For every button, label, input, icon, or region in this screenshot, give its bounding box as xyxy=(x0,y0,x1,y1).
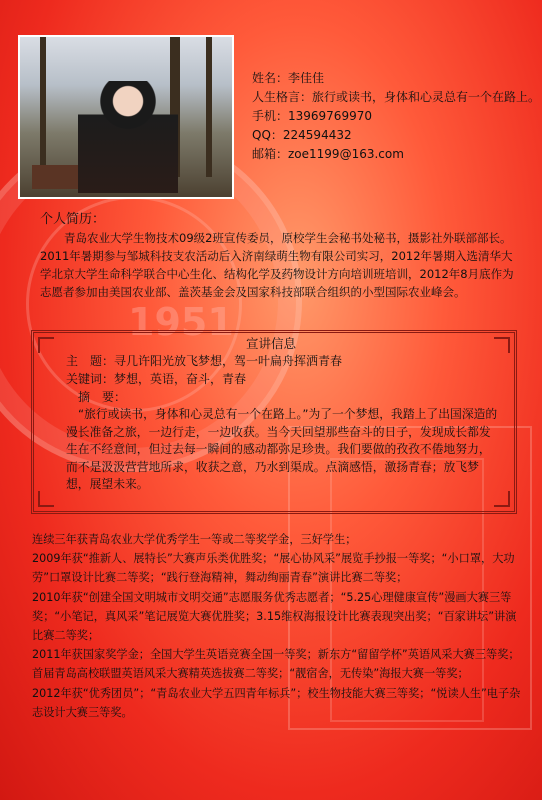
phone-line: 手机：13969769970 xyxy=(252,109,372,123)
award-item: 连续三年获青岛农业大学优秀学生一等或二等奖学金，三好学生； xyxy=(32,533,357,546)
award-item: 2011年获国家奖学金；全国大学生英语竞赛全国一等奖；新东方“留留学杯”英语风采大赛三等奖；首届青岛高校联盟英语风采大赛精英选拔赛二等奖；“靓宿舍，无传染”海报大赛一等奖； xyxy=(32,648,520,681)
bio-title: 个人简历： xyxy=(40,212,106,227)
lecture-topic xyxy=(66,352,506,406)
lecture-title: 宣讲信息 xyxy=(245,336,296,351)
award-item: 2012年获“优秀团员”；“青岛农业大学五四青年标兵”；校生物技能大赛三等奖；“悦读人生”电子杂志设计大赛三等奖。 xyxy=(32,686,521,719)
person-figure xyxy=(78,81,178,193)
qq-line: QQ：224594432 xyxy=(252,128,352,142)
lecture-abstract: “旅行或读书，身体和心灵总有一个在路上。”为了一个梦想，我踏上了出国深造的漫长准备之旅，一边行走，一边收获。当今天回望那些奋斗的日子，发现成长都发生在不经意间，但过去每一瞬间的感动都弥足珍贵。我们要做的孜孜不倦地努力，而不是汲汲营营地所求，收获之意，乃水到渠成。点滴感悟，激扬青春；放飞梦想，展望未来。 xyxy=(66,407,498,491)
name-line: 姓名：李佳佳 xyxy=(252,71,325,85)
seal-year: 1951 xyxy=(128,300,234,344)
motto-line: 人生格言：旅行或读书，身体和心灵总有一个在路上。 xyxy=(252,90,541,104)
lecture-theme: 主 题：寻几许阳光放飞梦想，驾一叶扁舟挥洒青春 xyxy=(66,354,343,368)
abstract-label: 摘 要： xyxy=(78,390,127,404)
award-item: 2010年获“创建全国文明城市文明交通”志愿服务优秀志愿者；“5.25心理健康宣传”漫画大赛三等奖；“小笔记，真风采”笔记展览大赛优胜奖；3.15维权海报设计比赛表现突出奖；“百家讲坛”讲演比赛二等奖； xyxy=(32,590,517,643)
bio-text: 青岛农业大学生物技术09级2班宣传委员，原校学生会秘书处秘书，摄影社外联部部长。2011年暑期参与邹城科技支农活动后入济南绿萌生物有限公司实习，2012年暑期入选清华大学北京大学生命科学联合中心生化、结构化学及药物设计方向培训班培训，2012年8月底作为志愿者参加由美国农业部、盖茨基金会及国家科技部联合组织的小型国际农业峰会。 xyxy=(40,231,514,299)
award-item: 2009年获“推新人、展特长”大赛声乐类优胜奖；“展心协风采”展览手抄报一等奖；“小口罩，大功劳”口罩设计比赛二等奖；“践行登海精神，舞动绚丽青春”演讲比赛二等奖； xyxy=(32,552,515,585)
contact-info xyxy=(252,69,540,164)
profile-photo xyxy=(18,35,234,199)
lecture-keywords: 关键词：梦想，英语，奋斗，青春 xyxy=(66,372,247,386)
email-line: 邮箱：zoe1199@163.com xyxy=(252,147,404,161)
awards-list xyxy=(32,530,522,722)
